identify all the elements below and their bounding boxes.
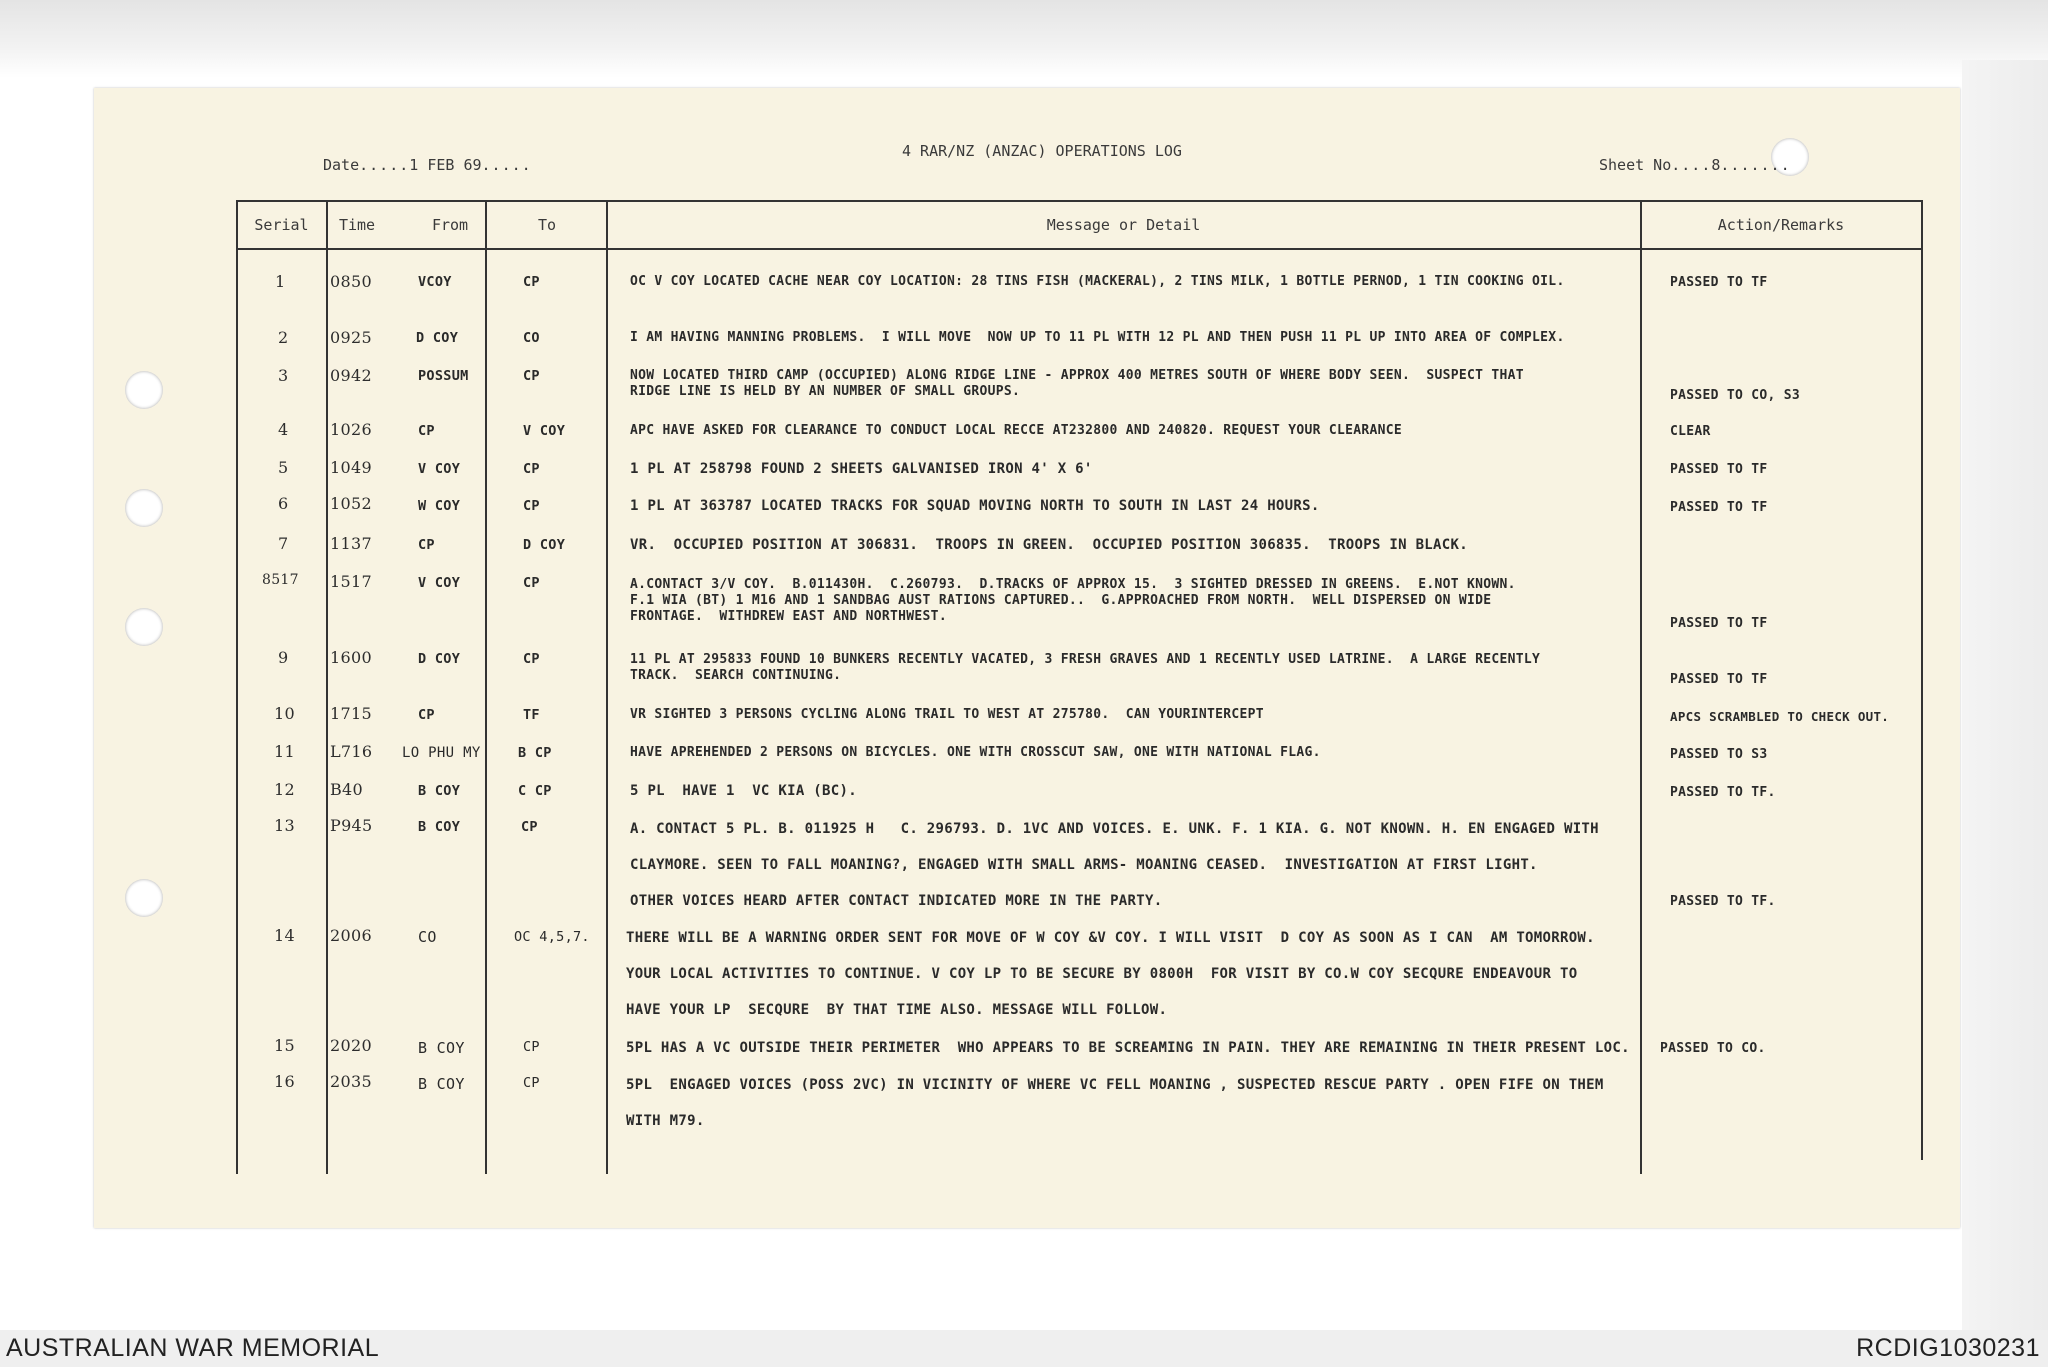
cell-message: 5PL HAS A VC OUTSIDE THEIR PERIMETER WHO APPEARS TO BE SCREAMING IN PAIN. THEY ARE REMAINING IN THEIR PRESENT LOC.	[626, 1040, 1630, 1056]
cell-from: B COY	[418, 1039, 465, 1057]
cell-serial: 16	[274, 1072, 295, 1091]
cell-to: CP	[523, 368, 540, 384]
col-header-from: From	[431, 216, 469, 234]
page-title: 4 RAR/NZ (ANZAC) OPERATIONS LOG	[902, 142, 1182, 160]
cell-from: B COY	[418, 1075, 465, 1093]
cell-serial: 2	[278, 328, 289, 347]
cell-serial: 5	[278, 458, 289, 477]
cell-serial: 10	[274, 704, 295, 723]
cell-to: C CP	[518, 783, 552, 799]
cell-from: CO	[418, 928, 437, 946]
cell-from: V COY	[418, 575, 461, 591]
punch-hole	[125, 608, 163, 646]
cell-serial: 4	[278, 420, 289, 439]
cell-action: PASSED TO TF.	[1670, 785, 1776, 800]
archive-reference: RCDIG1030231	[1856, 1334, 2040, 1362]
cell-to: CO	[523, 330, 540, 346]
cell-to: CP	[523, 1075, 540, 1091]
cell-message: 1 PL AT 258798 FOUND 2 SHEETS GALVANISED IRON 4' X 6'	[630, 461, 1093, 477]
cell-time: 1052	[330, 494, 372, 513]
cell-from: CP	[418, 707, 435, 723]
cell-time: 2020	[330, 1036, 372, 1055]
cell-from: B COY	[418, 819, 461, 835]
cell-time: 0925	[330, 328, 372, 347]
cell-message: 1 PL AT 363787 LOCATED TRACKS FOR SQUAD MOVING NORTH TO SOUTH IN LAST 24 HOURS.	[630, 498, 1320, 514]
column-rule	[1921, 200, 1923, 1160]
cell-from: D COY	[416, 330, 459, 346]
cell-action: PASSED TO CO, S3	[1670, 388, 1801, 403]
cell-from: W COY	[418, 498, 461, 514]
cell-from: B COY	[418, 783, 461, 799]
cell-action: PASSED TO CO.	[1660, 1041, 1766, 1056]
date-label: Date.....1 FEB 69.....	[323, 156, 532, 174]
cell-serial: 7	[278, 534, 289, 553]
cell-to: TF	[523, 707, 540, 723]
cell-from: LO PHU MY	[402, 745, 481, 761]
column-rule	[236, 200, 238, 1174]
cell-to: B CP	[518, 745, 552, 761]
cell-action: PASSED TO S3	[1670, 747, 1768, 762]
col-header-action: Action/Remarks	[1717, 216, 1845, 234]
cell-message: 5 PL HAVE 1 VC KIA (BC).	[630, 783, 857, 799]
cell-action: CLEAR	[1670, 424, 1711, 439]
archive-name: AUSTRALIAN WAR MEMORIAL	[6, 1334, 380, 1362]
cell-message: APC HAVE ASKED FOR CLEARANCE TO CONDUCT LOCAL RECCE AT232800 AND 240820. REQUEST YOUR CLEARANCE	[630, 423, 1403, 438]
cell-serial: 1	[275, 272, 286, 291]
sheet-value: 8	[1711, 156, 1721, 174]
cell-message: A. CONTACT 5 PL. B. 011925 H C. 296793. D. 1VC AND VOICES. E. UNK. F. 1 KIA. G. NOT KNOWN. H. EN ENGAGED WITH CLAYMORE. SEEN TO FALL MOANING?, ENGAGED WITH SMALL ARMS- MOANING CEASED. INVESTIGATION AT FIRST LIGHT. OTHER VOICES HEARD AFTER CONTACT INDICATED MORE IN THE PARTY.	[630, 821, 1599, 909]
cell-message: VR. OCCUPIED POSITION AT 306831. TROOPS IN GREEN. OCCUPIED POSITION 306835. TROOPS IN BLACK.	[630, 537, 1468, 553]
cell-to: CP	[523, 651, 540, 667]
cell-time: 1049	[330, 458, 372, 477]
scan-right-border	[1962, 60, 2048, 1335]
cell-action: PASSED TO TF.	[1670, 894, 1776, 909]
cell-action: PASSED TO TF	[1670, 616, 1768, 631]
cell-time: 1715	[330, 704, 372, 723]
cell-message: VR SIGHTED 3 PERSONS CYCLING ALONG TRAIL TO WEST AT 275780. CAN YOURINTERCEPT	[630, 707, 1264, 722]
date-value: 1 FEB 69	[409, 156, 482, 174]
cell-to: OC 4,5,7.	[514, 929, 590, 945]
cell-to: CP	[521, 819, 538, 835]
cell-message: NOW LOCATED THIRD CAMP (OCCUPIED) ALONG RIDGE LINE - APPROX 400 METRES SOUTH OF WHERE BODY SEEN. SUSPECT THAT RIDGE LINE IS HELD BY AN NUMBER OF SMALL GROUPS.	[630, 368, 1524, 399]
cell-serial: 15	[274, 1036, 295, 1055]
cell-action: PASSED TO TF	[1670, 275, 1768, 290]
cell-to: D COY	[523, 537, 566, 553]
cell-time: 2006	[330, 926, 372, 945]
cell-message: OC V COY LOCATED CACHE NEAR COY LOCATION: 28 TINS FISH (MACKERAL), 2 TINS MILK, 1 BOTTLE PERNOD, 1 TIN COOKING OIL.	[630, 274, 1565, 289]
cell-from: V COY	[418, 461, 461, 477]
cell-message: 5PL ENGAGED VOICES (POSS 2VC) IN VICINITY OF WHERE VC FELL MOANING , SUSPECTED RESCUE PARTY . OPEN FIFE ON THEM WITH M79.	[626, 1077, 1604, 1129]
cell-time: P945	[330, 816, 373, 835]
cell-to: V COY	[523, 423, 566, 439]
column-rule	[1640, 200, 1642, 1174]
sheet-label: Sheet No....8.......	[1599, 156, 1791, 174]
cell-to: CP	[523, 274, 540, 290]
cell-message: 11 PL AT 295833 FOUND 10 BUNKERS RECENTLY VACATED, 3 FRESH GRAVES AND 1 RECENTLY USED LATRINE. A LARGE RECENTLY TRACK. SEARCH CONTINUING.	[630, 652, 1541, 683]
cell-action: PASSED TO TF	[1670, 462, 1768, 477]
cell-time: 0850	[330, 272, 372, 291]
cell-action: PASSED TO TF	[1670, 500, 1768, 515]
cell-from: CP	[418, 423, 435, 439]
cell-time: 1600	[330, 648, 372, 667]
punch-hole	[125, 879, 163, 917]
cell-from: D COY	[418, 651, 461, 667]
cell-serial: 6	[278, 494, 289, 513]
cell-message: A.CONTACT 3/V COY. B.011430H. C.260793. D.TRACKS OF APPROX 15. 3 SIGHTED DRESSED IN GREENS. E.NOT KNOWN. F.1 WIA (BT) 1 M16 AND 1 SANDBAG AUST RATIONS CAPTURED.. G.APPROACHED FROM NORTH. WELL DISPERSED ON WIDE FRONTAGE. WITHDREW EAST AND NORTHWEST.	[630, 577, 1516, 624]
cell-time: 1026	[330, 420, 372, 439]
cell-message: HAVE APREHENDED 2 PERSONS ON BICYCLES. ONE WITH CROSSCUT SAW, ONE WITH NATIONAL FLAG.	[630, 745, 1321, 760]
column-rule	[326, 200, 328, 1174]
col-header-serial: Serial	[254, 216, 309, 234]
column-rule	[485, 200, 487, 1174]
cell-time: B40	[330, 780, 364, 799]
cell-serial: 3	[278, 366, 289, 385]
cell-serial: 12	[274, 780, 295, 799]
col-header-to: To	[537, 216, 557, 234]
cell-time: 0942	[330, 366, 372, 385]
cell-serial: 9	[278, 648, 289, 667]
cell-serial: 14	[274, 926, 295, 945]
punch-hole	[125, 371, 163, 409]
cell-to: CP	[523, 1039, 540, 1055]
cell-message: THERE WILL BE A WARNING ORDER SENT FOR MOVE OF W COY &V COY. I WILL VISIT D COY AS SOON AS I CAN AM TOMORROW. YOUR LOCAL ACTIVITIES TO CONTINUE. V COY LP TO BE SECURE BY 0800H FOR VISIT BY CO.W COY SECQURE ENDEAVOUR TO HAVE YOUR LP SECQURE BY THAT TIME ALSO. MESSAGE WILL FOLLOW.	[626, 930, 1595, 1018]
cell-from: VCOY	[418, 274, 452, 290]
cell-from: POSSUM	[418, 368, 469, 384]
cell-time: L716	[330, 742, 373, 761]
cell-serial: 13	[274, 816, 295, 835]
cell-serial: 11	[274, 742, 295, 761]
cell-message: I AM HAVING MANNING PROBLEMS. I WILL MOVE NOW UP TO 11 PL WITH 12 PL AND THEN PUSH 11 PL UP INTO AREA OF COMPLEX.	[630, 330, 1565, 345]
cell-time: 1137	[330, 534, 372, 553]
col-header-time: Time	[338, 216, 376, 234]
cell-from: CP	[418, 537, 435, 553]
table-top-rule	[236, 200, 1922, 202]
scan-top-border	[0, 0, 2048, 78]
cell-to: CP	[523, 461, 540, 477]
table-header-rule	[236, 248, 1922, 250]
cell-to: CP	[523, 575, 540, 591]
cell-action: PASSED TO TF	[1670, 672, 1768, 687]
cell-time: 1517	[330, 572, 372, 591]
cell-to: CP	[523, 498, 540, 514]
column-rule	[606, 200, 608, 1174]
cell-time: 2035	[330, 1072, 372, 1091]
col-header-message: Message or Detail	[1046, 216, 1201, 234]
cell-serial: 8517	[262, 572, 299, 588]
punch-hole	[125, 489, 163, 527]
cell-action: APCS SCRAMBLED TO CHECK OUT.	[1670, 709, 1890, 724]
